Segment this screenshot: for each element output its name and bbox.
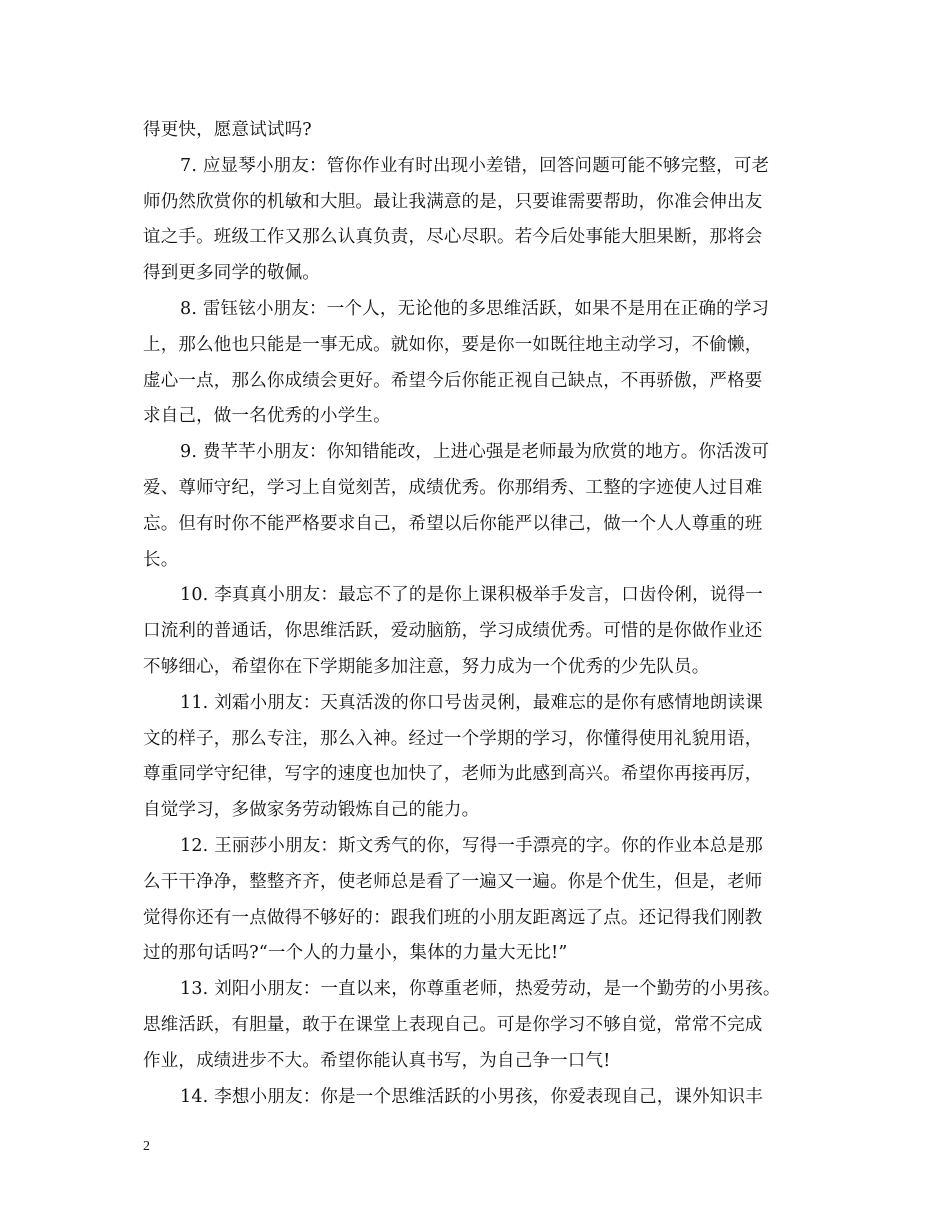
- text-line: 求自己，做一名优秀的小学生。: [143, 406, 391, 427]
- text-line: 不够细心，希望你在下学期能多加注意，努力成为一个优秀的少先队员。: [143, 656, 710, 677]
- text-line: 虚心一点，那么你成绩会更好。希望今后你能正视自己缺点，不再骄傲，严格要: [143, 370, 763, 391]
- paragraph: [143, 113, 823, 149]
- text-line: 么干干净净，整整齐齐，使老师总是看了一遍又一遍。你是个优生，但是，老师: [143, 871, 763, 892]
- text-line: 口流利的普通话，你思维活跃，爱动脑筋，学习成绩优秀。可惜的是你做作业还: [143, 621, 763, 642]
- text-line: 长。: [143, 549, 179, 570]
- text-line: 上，那么他也只能是一事无成。就如你，要是你一如既往地主动学习，不偷懒，: [143, 334, 763, 355]
- text-line: 文的样子，那么专注，那么入神。经过一个学期的学习，你懂得使用礼貌用语，: [143, 728, 763, 749]
- paragraph: [143, 149, 823, 292]
- page-number: 2: [143, 1139, 150, 1154]
- paragraph: [143, 972, 823, 1079]
- text-line: 谊之手。班级工作又那么认真负责，尽心尽职。若今后处事能大胆果断，那将会: [143, 227, 763, 248]
- document-body: [143, 113, 823, 1115]
- paragraph: [143, 578, 823, 685]
- text-line: 思维活跃，有胆量，敢于在课堂上表现自己。可是你学习不够自觉，常常不完成: [143, 1014, 763, 1035]
- paragraph: [143, 1080, 823, 1116]
- paragraph: [143, 435, 823, 578]
- text-line: 8. 雷钰铉小朋友：一个人，无论他的多思维活跃，如果不是用在正确的学习: [180, 298, 770, 319]
- text-line: 得更快，愿意试试吗?: [143, 120, 312, 140]
- text-line: 爱、尊师守纪，学习上自觉刻苦，成绩优秀。你那绢秀、工整的字迹使人过目难: [143, 477, 763, 498]
- text-line: 11. 刘霜小朋友：天真活泼的你口号齿灵俐，最难忘的是你有感情地朗读课: [180, 692, 763, 713]
- text-line: 觉得你还有一点做得不够好的：跟我们班的小朋友距离远了点。还记得我们刚教: [143, 907, 763, 928]
- text-line: 9. 费芊芊小朋友：你知错能改，上进心强是老师最为欣赏的地方。你活泼可: [180, 442, 770, 463]
- paragraph: [143, 292, 823, 435]
- text-line: 过的那句话吗?“一个人的力量小，集体的力量大无比!”: [143, 943, 568, 964]
- text-line: 14. 李想小朋友：你是一个思维活跃的小男孩，你爱表现自己，课外知识丰: [180, 1086, 763, 1107]
- paragraph: [143, 829, 823, 972]
- text-line: 作业，成绩进步不大。希望你能认真书写，为自己争一口气!: [143, 1050, 611, 1071]
- text-line: 师仍然欣赏你的机敏和大胆。最让我满意的是，只要谁需要帮助，你准会伸出友: [143, 191, 763, 212]
- text-line: 13. 刘阳小朋友：一直以来，你尊重老师，热爱劳动，是一个勤劳的小男孩。: [180, 979, 781, 1000]
- text-line: 忘。但有时你不能严格要求自己，希望以后你能严以律己，做一个人人尊重的班: [143, 513, 763, 534]
- text-line: 12. 王丽莎小朋友：斯文秀气的你，写得一手漂亮的字。你的作业本总是那: [180, 835, 763, 856]
- text-line: 尊重同学守纪律，写字的速度也加快了，老师为此感到高兴。希望你再接再厉，: [143, 764, 763, 785]
- paragraph: [143, 686, 823, 829]
- text-line: 7. 应显琴小朋友：管你作业有时出现小差错，回答问题可能不够完整，可老: [180, 155, 770, 176]
- text-line: 得到更多同学的敬佩。: [143, 263, 320, 284]
- text-line: 10. 李真真小朋友：最忘不了的是你上课积极举手发言，口齿伶俐，说得一: [180, 585, 763, 606]
- text-line: 自觉学习，多做家务劳动锻炼自己的能力。: [143, 800, 480, 821]
